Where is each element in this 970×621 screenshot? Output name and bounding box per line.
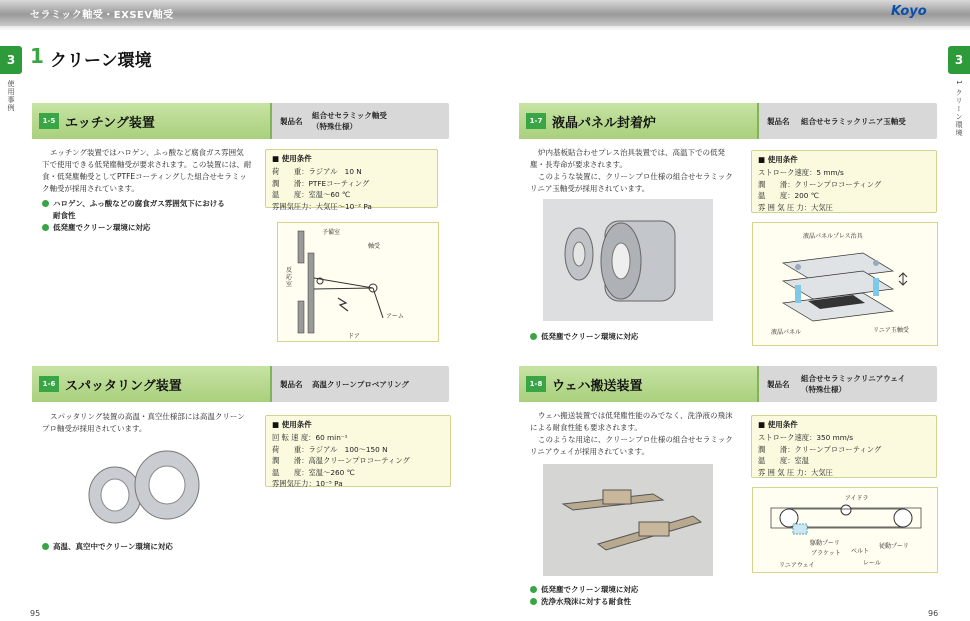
text-line: 下で使用できる低発塵軸受が要求されます。この装置には、耐 xyxy=(42,160,252,169)
product-name: 高温クリーンプロベアリング xyxy=(312,380,409,389)
diagram-label: ベルト xyxy=(851,548,870,555)
text-line: このような用途に、クリーンプロ仕様の組合せセラミック xyxy=(538,435,733,444)
section-header-1-7 xyxy=(519,103,937,139)
condition-row: 雰 囲 気 圧 力：大気圧 xyxy=(758,467,833,477)
section-id: 1-5 xyxy=(39,113,59,129)
diagram-label: 軸受 xyxy=(368,243,381,250)
diagram-label: 反応室 xyxy=(286,267,293,288)
feature-list xyxy=(42,198,262,234)
list-item: 低発塵でクリーン環境に対応 xyxy=(530,584,638,596)
section-title: エッチング装置 xyxy=(65,116,155,131)
press-jig-diagram xyxy=(752,222,938,346)
list-item: ハロゲン、ふっ酸などの腐食ガス雰囲気下における xyxy=(42,198,262,210)
product-label: 製品名 xyxy=(767,380,790,389)
text-line: リニアウェイが採用されています。 xyxy=(530,447,649,456)
diagram-label: アイドラ xyxy=(845,495,869,502)
feature-list xyxy=(530,331,638,343)
text-line: 炉内基板貼合わせプレス治具装置では、高温下での低発 xyxy=(538,148,725,157)
right-chapter-tab[interactable]: 3 xyxy=(948,46,970,74)
linear-way-photo xyxy=(543,464,713,576)
product-label: 製品名 xyxy=(280,117,303,126)
bearing-photo xyxy=(70,440,210,532)
bullet-icon xyxy=(530,598,537,605)
conditions-box xyxy=(751,415,937,478)
condition-row: 温 度：室温〜260 ℃ xyxy=(272,467,355,477)
section-id: 1-7 xyxy=(526,113,546,129)
text-line: リニア玉軸受が採用されています。 xyxy=(530,184,650,193)
product-name-line: （特殊仕様） xyxy=(312,122,357,131)
text-line: 食・低発塵軸受としてPTFEコーティングした組合せセラミッ xyxy=(42,172,247,181)
condition-row: 温 度：室温 xyxy=(758,456,810,465)
diagram-label: アーム xyxy=(386,313,404,320)
product-name xyxy=(801,373,905,395)
section-id: 1-6 xyxy=(39,376,59,392)
list-item: 低発塵でクリーン環境に対応 xyxy=(42,222,262,234)
condition-row: 温 度：室温〜60 ℃ xyxy=(272,190,351,199)
section-description xyxy=(530,410,745,458)
conditions-title: ■ 使用条件 xyxy=(758,155,798,164)
section-id: 1-8 xyxy=(526,376,546,392)
product-name xyxy=(312,110,387,132)
diagram-label: レール xyxy=(863,560,881,567)
section-description xyxy=(42,411,257,435)
condition-row: 雰 囲 気 圧 力：大気圧 xyxy=(758,202,833,212)
text-line: エッチング装置ではハロゲン、ふっ酸など腐食ガス雰囲気 xyxy=(50,148,244,157)
condition-row: 潤 滑：クリーンプロコーティング xyxy=(758,179,882,189)
wafer-transfer-diagram xyxy=(752,487,938,573)
diagram-label: 従動プーリ xyxy=(879,543,909,550)
linear-bearing-photo xyxy=(543,199,713,321)
text-line: このような装置に、クリーンプロ仕様の組合せセラミック xyxy=(538,172,733,181)
condition-row: 雰囲気圧力：10⁻⁵ Pa xyxy=(272,479,343,488)
conditions-box xyxy=(751,150,937,213)
condition-row: ストローク速度：5 mm/s xyxy=(758,168,844,177)
section-description xyxy=(530,147,745,195)
feature-list xyxy=(42,541,173,553)
conditions-title: ■ 使用条件 xyxy=(272,420,312,429)
condition-row: 温 度：200 ℃ xyxy=(758,191,819,200)
diagram-label: 予備室 xyxy=(322,229,341,236)
diagram-label: 液晶パネルプレス治具 xyxy=(803,233,863,240)
list-item: 耐食性 xyxy=(53,211,76,220)
conditions-box xyxy=(265,415,451,487)
section-header-1-6 xyxy=(32,366,449,402)
page-number-right: 96 xyxy=(928,609,939,618)
header-title: セラミック軸受・EXSEV軸受 xyxy=(30,10,174,21)
diagram-label: リニア玉軸受 xyxy=(873,327,909,334)
diagram-label: 駆動プーリ xyxy=(810,540,840,547)
header-highlight xyxy=(0,26,970,31)
condition-row: 潤 滑：高温クリーンプロコーティング xyxy=(272,456,410,465)
diagram-label: ドア xyxy=(348,333,360,340)
text-line: ク軸受が採用されています。 xyxy=(42,184,139,193)
list-item: 洗浄水飛沫に対する耐食性 xyxy=(530,596,638,608)
product-label: 製品名 xyxy=(280,380,303,389)
etching-diagram xyxy=(277,222,439,342)
product-name: 組合せセラミックリニア玉軸受 xyxy=(801,117,906,126)
condition-row: 潤 滑：PTFEコーティング xyxy=(272,178,370,188)
product-name-line: 組合せセラミックリニアウェイ xyxy=(801,374,906,383)
conditions-title: ■ 使用条件 xyxy=(272,154,312,163)
left-side-label: 使用事例 xyxy=(7,80,15,112)
diagram-label: 液晶パネル xyxy=(771,329,802,336)
section-title: 液晶パネル封着炉 xyxy=(552,116,657,131)
left-chapter-tab[interactable]: 3 xyxy=(0,46,22,74)
list-item: 低発塵でクリーン環境に対応 xyxy=(530,331,638,343)
section-title: スパッタリング装置 xyxy=(65,379,182,394)
condition-row: 荷 重：ラジアル 100〜150 N xyxy=(272,444,388,454)
product-name-line: （特殊仕様） xyxy=(801,385,846,394)
diagram-label: リニアウェイ xyxy=(779,562,815,569)
page-number-left: 95 xyxy=(30,609,41,618)
conditions-box xyxy=(265,149,438,211)
text-line: プロ軸受が採用されています。 xyxy=(42,424,147,433)
product-name-line: 組合せセラミック軸受 xyxy=(312,111,387,120)
text-line: による耐食性能も要求されます。 xyxy=(530,423,642,432)
bullet-icon xyxy=(42,200,49,207)
chapter-title: クリーン環境 xyxy=(50,51,152,71)
bullet-icon xyxy=(42,224,49,231)
bullet-icon xyxy=(530,586,537,593)
chapter-number: 1 xyxy=(30,44,44,68)
bullet-icon xyxy=(42,543,49,550)
section-description xyxy=(42,147,257,195)
bullet-icon xyxy=(530,333,537,340)
text-line: スパッタリング装置の高温・真空仕様部には高温クリーン xyxy=(50,412,245,421)
conditions-title: ■ 使用条件 xyxy=(758,420,798,429)
condition-row: 荷 重：ラジアル 10 N xyxy=(272,167,362,176)
section-title: ウェハ搬送装置 xyxy=(552,379,643,394)
section-header-1-8 xyxy=(519,366,937,402)
section-header-1-5 xyxy=(32,103,449,139)
condition-row: 潤 滑：クリーンプロコーティング xyxy=(758,444,882,454)
condition-row: 回 転 速 度：60 min⁻¹ xyxy=(272,433,348,442)
right-side-label: 1 クリーン環境 xyxy=(955,80,963,137)
text-line: 塵・長寿命が要求されます。 xyxy=(530,160,627,169)
feature-list xyxy=(530,584,638,608)
brand-logo: Koyo xyxy=(891,4,927,19)
text-line: ウェハ搬送装置では低発塵性能のみでなく、洗浄液の飛沫 xyxy=(538,411,733,420)
condition-row: ストローク速度：350 mm/s xyxy=(758,433,854,442)
product-label: 製品名 xyxy=(767,117,790,126)
condition-row: 雰囲気圧力：大気圧〜10⁻² Pa xyxy=(272,201,372,211)
diagram-label: ブラケット xyxy=(811,550,841,557)
list-item: 高温、真空中でクリーン環境に対応 xyxy=(42,541,173,553)
